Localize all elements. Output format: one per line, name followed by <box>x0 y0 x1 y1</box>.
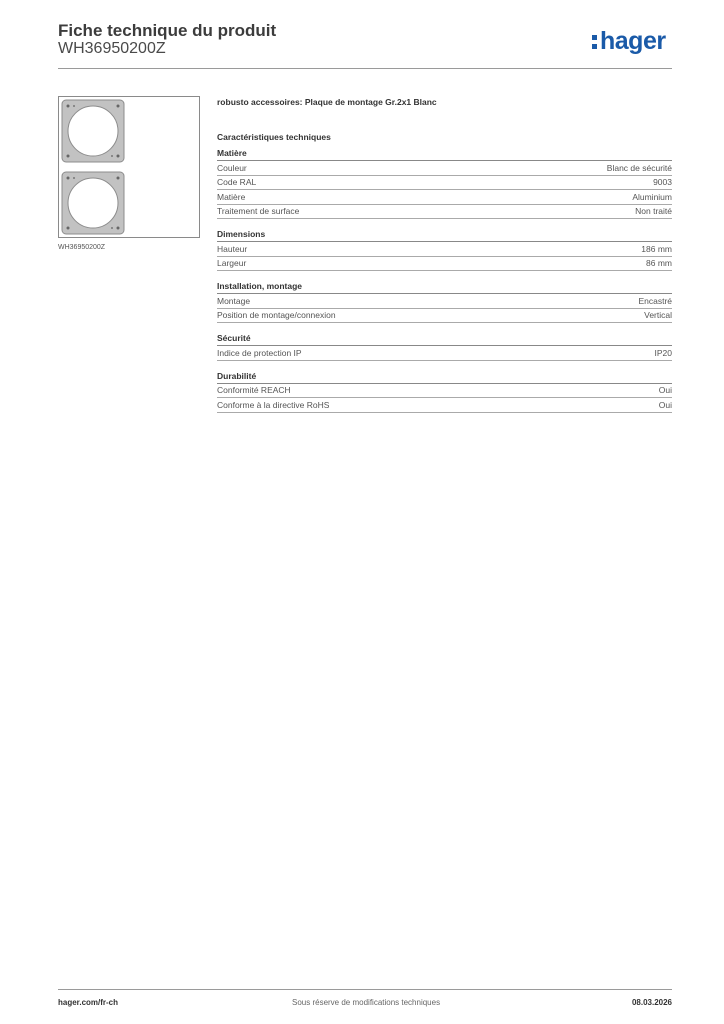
spec-row <box>217 346 672 361</box>
product-image <box>58 96 200 238</box>
group-title: Installation, montage <box>217 281 672 294</box>
group-installation <box>217 281 672 323</box>
spec-value: Blanc de sécurité <box>606 162 672 173</box>
group-durabilite <box>217 371 672 413</box>
page-title: Fiche technique du produit <box>58 21 277 40</box>
spec-value: Oui <box>658 399 672 410</box>
spec-value: Oui <box>658 385 672 396</box>
spec-value: Non traité <box>635 206 672 217</box>
group-securite <box>217 333 672 361</box>
group-title: Matière <box>217 148 672 161</box>
spec-label: Conformité REACH <box>217 385 291 396</box>
header-divider <box>58 68 672 69</box>
product-details <box>217 97 672 423</box>
group-title: Durabilité <box>217 371 672 384</box>
spec-label: Montage <box>217 295 251 306</box>
spec-label: Traitement de surface <box>217 206 300 217</box>
spec-row <box>217 309 672 324</box>
footer-website-link[interactable]: hager.com/fr-ch <box>58 998 119 1007</box>
spec-value: 186 mm <box>641 243 672 254</box>
spec-row <box>217 176 672 191</box>
spec-value: IP20 <box>654 347 672 358</box>
spec-label: Hauteur <box>217 243 248 254</box>
spec-row <box>217 205 672 220</box>
group-title: Sécurité <box>217 333 672 346</box>
spec-row <box>217 294 672 309</box>
spec-row <box>217 190 672 205</box>
spec-label: Indice de protection IP <box>217 347 302 358</box>
spec-value: Vertical <box>644 310 672 321</box>
group-title: Dimensions <box>217 229 672 242</box>
spec-label: Position de montage/connexion <box>217 310 336 321</box>
spec-value: 9003 <box>653 177 672 188</box>
spec-value: Encastré <box>638 295 672 306</box>
spec-value: Aluminium <box>632 191 672 202</box>
group-dimensions <box>217 229 672 271</box>
characteristics-heading: Caractéristiques techniques <box>217 132 331 142</box>
spec-row <box>217 242 672 257</box>
hager-logo <box>592 28 666 54</box>
spec-label: Matière <box>217 191 246 202</box>
image-caption: WH36950200Z <box>58 244 106 251</box>
spec-row <box>217 398 672 413</box>
footer-divider <box>58 989 672 990</box>
spec-label: Largeur <box>217 258 247 269</box>
logo-colon-icon <box>592 33 599 51</box>
spec-label: Couleur <box>217 162 247 173</box>
group-matiere <box>217 148 672 219</box>
spec-label: Conforme à la directive RoHS <box>217 399 330 410</box>
product-name: robusto accessoires: Plaque de montage Gr.2x1 Blanc <box>217 97 437 107</box>
spec-row <box>217 257 672 272</box>
footer-disclaimer: Sous réserve de modifications techniques <box>292 998 441 1007</box>
logo-text: hager <box>600 27 666 55</box>
spec-row <box>217 384 672 399</box>
spec-value: 86 mm <box>646 258 672 269</box>
spec-label: Code RAL <box>217 177 257 188</box>
footer-date: 08.03.2026 <box>631 998 672 1007</box>
spec-row <box>217 161 672 176</box>
product-code: WH36950200Z <box>58 40 166 57</box>
mounting-plate-icon <box>59 97 199 237</box>
